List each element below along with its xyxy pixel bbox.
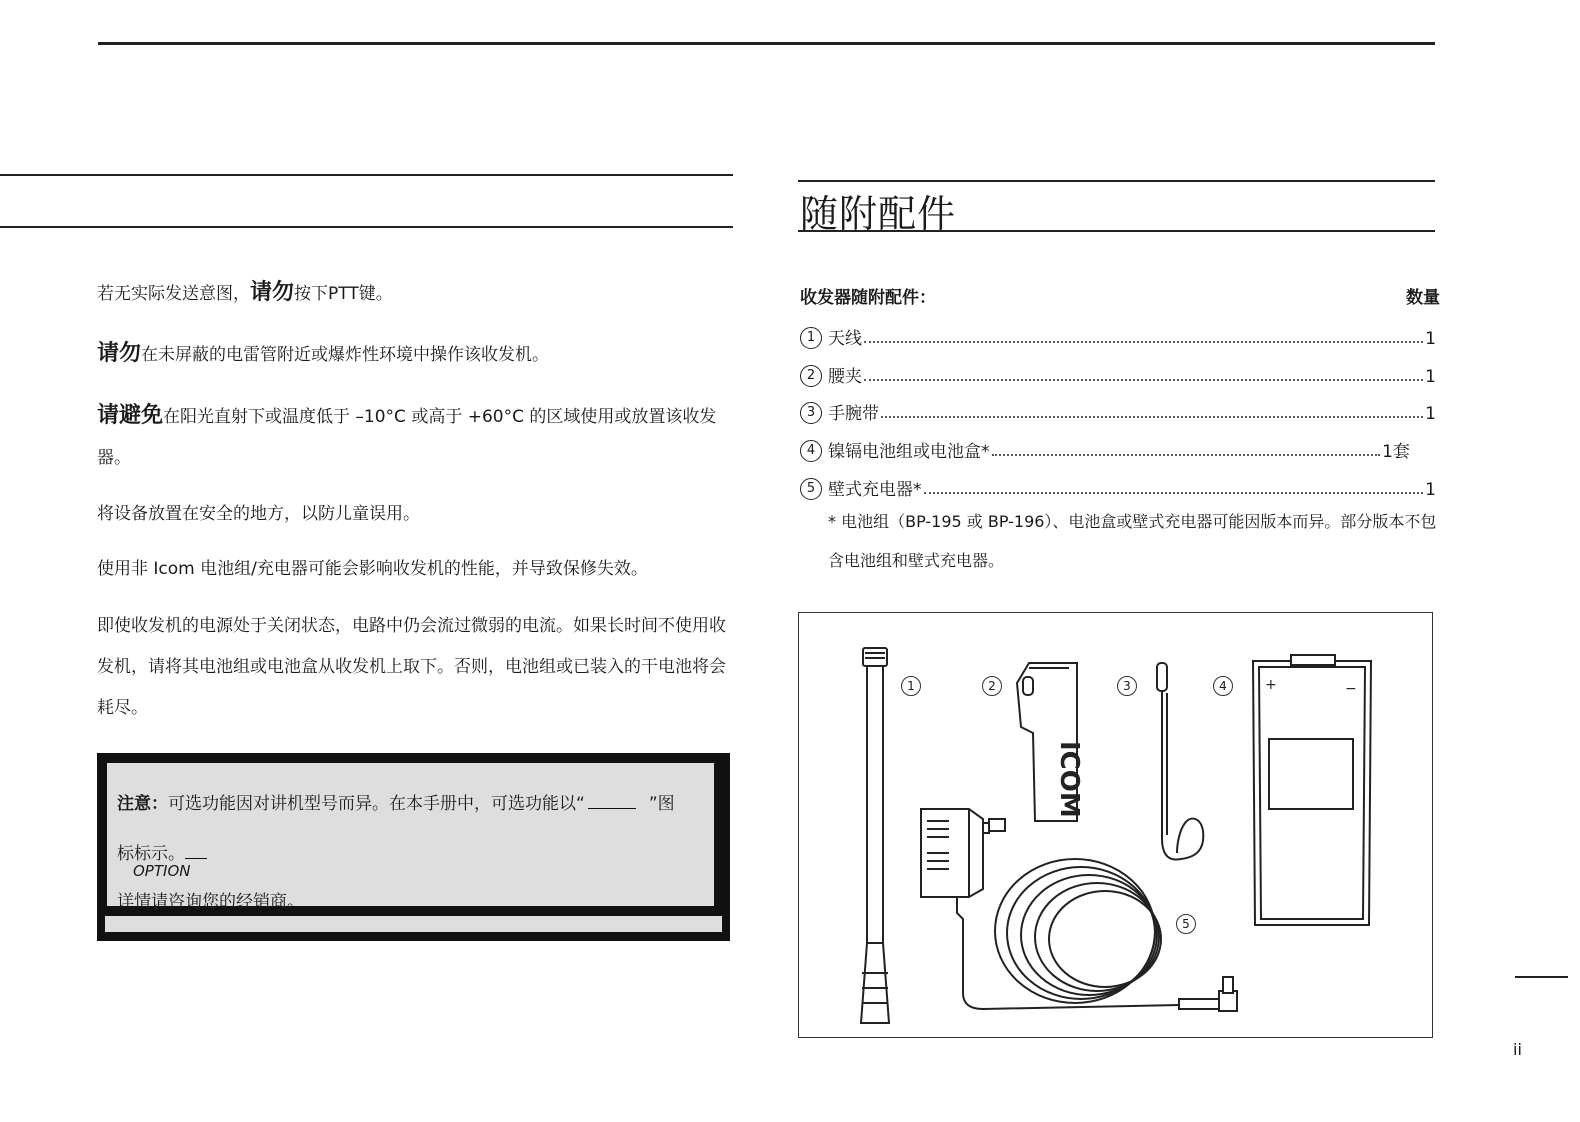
item-quantity: 1 (1425, 367, 1436, 387)
right-header-rule-1 (798, 180, 1435, 182)
antenna-drawing (861, 648, 889, 1023)
figure-label: 3 (1117, 676, 1137, 696)
section-title: 随附配件 (800, 192, 957, 236)
note-bottom-strip (105, 916, 722, 932)
accessories-figure (798, 612, 1433, 1038)
paragraph-temperature (97, 395, 737, 479)
item-number: 2 (800, 365, 822, 387)
option-underline (185, 858, 207, 859)
paragraph-emphasis: 请勿 (97, 341, 142, 366)
item-number: 1 (800, 327, 822, 349)
paragraph-text: 按下PTT键。 (294, 284, 393, 304)
paragraph-warranty (97, 549, 737, 590)
paragraph-emphasis: 请避免 (97, 403, 164, 428)
figure-label: 5 (1176, 914, 1196, 934)
paragraph-text: 在未屏蔽的电雷管附近或爆炸性环境中操作该收发机。 (141, 345, 550, 365)
accessories-illustration (799, 613, 1432, 1037)
paragraph-explosive (97, 333, 737, 376)
paragraph-children (97, 494, 737, 535)
note-inner (105, 761, 716, 912)
option-tag: OPTION (133, 862, 191, 880)
note-box (97, 753, 730, 941)
accessory-header-label: 收发器随附配件： (800, 288, 936, 308)
item-number: 4 (800, 440, 822, 462)
item-number: 3 (800, 402, 822, 424)
item-quantity: 1 (1425, 480, 1436, 500)
item-label: 天线 (828, 329, 862, 349)
leader-dots (992, 454, 1381, 456)
side-tab-rule (1515, 976, 1568, 978)
item-quantity: 1套 (1382, 442, 1410, 462)
paragraph-ptt (97, 272, 737, 315)
item-label: 壁式充电器* (828, 480, 922, 500)
accessory-item (800, 321, 1436, 349)
note-text: ”图 (648, 794, 675, 814)
item-label: 手腕带 (828, 404, 879, 424)
battery-pack-drawing (1253, 655, 1371, 925)
svg-text:−: − (1345, 681, 1357, 697)
item-quantity: 1 (1425, 329, 1436, 349)
note-label: 注意： (117, 794, 168, 814)
quantity-header: 数量 (1406, 288, 1440, 308)
accessory-footnote: * 电池组（BP-195 或 BP-196）、电池盒或壁式充电器可能因版本而异。部分版本不包含电池组和壁式充电器。 (828, 512, 1437, 570)
note-line-3: 详情请咨询您的经销商。 (117, 892, 304, 912)
accessory-list-header (800, 283, 1440, 308)
paragraph-battery-drain (97, 606, 737, 729)
leader-dots (864, 341, 1423, 343)
paragraph-text: 若无实际发送意图， (97, 284, 250, 304)
figure-label: 1 (901, 676, 921, 696)
accessory-item (800, 396, 1436, 424)
accessory-item (800, 472, 1436, 500)
leader-dots (881, 416, 1423, 418)
figure-label: 4 (1213, 676, 1233, 696)
note-text: 可选功能因对讲机型号而异。在本手册中，可选功能以“ (168, 794, 585, 814)
wrist-strap-drawing (1157, 663, 1203, 860)
leader-dots (864, 379, 1423, 381)
svg-text:+: + (1265, 677, 1277, 693)
paragraph-text: 将设备放置在安全的地方，以防儿童误用。 (97, 504, 420, 524)
item-quantity: 1 (1425, 404, 1436, 424)
item-label: 腰夹 (828, 367, 862, 387)
clip-brand-text: ICOM (1054, 741, 1084, 818)
page-number: ii (1513, 1040, 1522, 1059)
figure-label: 2 (982, 676, 1002, 696)
belt-clip-drawing (1017, 663, 1084, 821)
paragraph-text: 在阳光直射下或温度低于 –10°C 或高于 +60°C 的区域使用或放置该收发器。 (97, 407, 717, 468)
item-label: 镍镉电池组或电池盒* (828, 442, 990, 462)
paragraph-emphasis: 请勿 (250, 280, 295, 305)
paragraph-text: 即使收发机的电源处于关闭状态，电路中仍会流过微弱的电流。如果长时间不使用收发机，请将其电池组或电池盒从收发机上取下。否则，电池组或已装入的干电池将会耗尽。 (97, 616, 726, 718)
note-text: 标标示。 (117, 844, 185, 864)
note-line-1 (117, 789, 717, 814)
accessory-item (800, 434, 1410, 462)
note-line-2 (117, 839, 207, 864)
option-blank (588, 808, 636, 809)
left-header-rule-1 (0, 174, 733, 176)
top-rule (98, 42, 1435, 45)
left-header-rule-2 (0, 226, 733, 228)
accessory-item (800, 359, 1436, 387)
paragraph-text: 使用非 Icom 电池组/充电器可能会影响收发机的性能，并导致保修失效。 (97, 559, 648, 579)
item-number: 5 (800, 478, 822, 500)
leader-dots (924, 492, 1424, 494)
